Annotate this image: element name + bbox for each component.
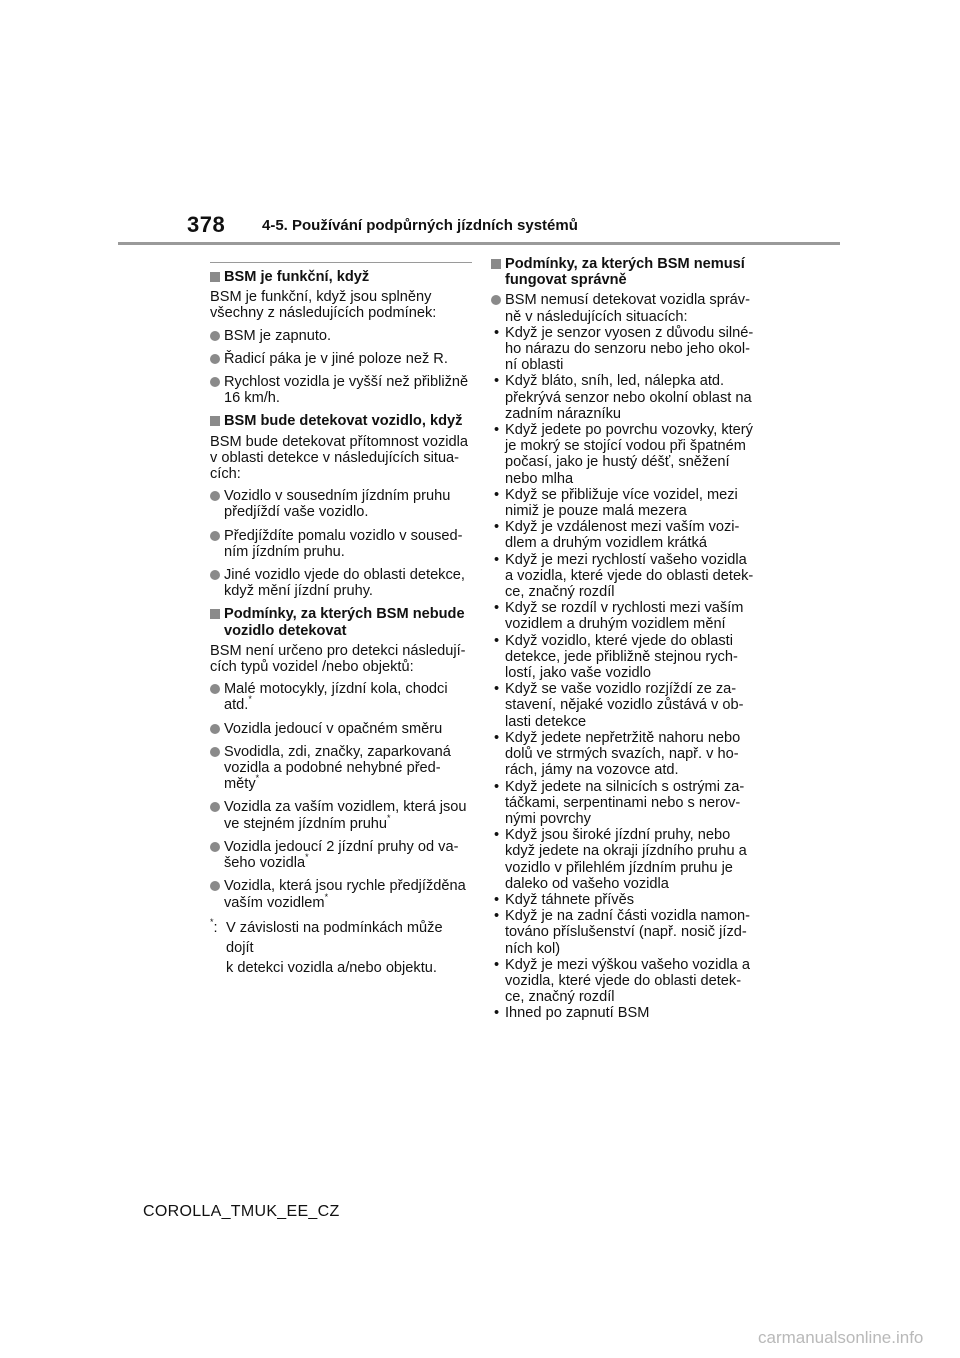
circle-bullet-icon bbox=[210, 724, 220, 734]
circle-bullet-icon bbox=[210, 377, 220, 387]
sub-list-item: • Když bláto, sníh, led, nálepka atd. překrývá senzor nebo okolní oblast na zadním nárazníku bbox=[494, 373, 752, 422]
square-bullet-icon bbox=[491, 259, 501, 269]
document-code: COROLLA_TMUK_EE_CZ bbox=[143, 1203, 340, 1220]
sub-list-item: • Když je vzdálenost mezi vaším vozi-dlem a druhým vozidlem krátká bbox=[494, 519, 740, 552]
section-heading-bsm-may-fail: Podmínky, za kterých BSM nemusí fungovat správně bbox=[491, 256, 756, 288]
sub-list-item: • Když jedete na silnicích s ostrými za-táčkami, serpentinami nebo s nerov-nými povrchy bbox=[494, 778, 745, 827]
circle-bullet-icon bbox=[210, 570, 220, 580]
circle-bullet-icon bbox=[210, 354, 220, 364]
bullet-icon: • bbox=[494, 1005, 500, 1022]
sub-list-item: • Když jsou široké jízdní pruhy, nebo když jedete na okraji jízdního pruhu a vozidlo v přilehlém jízdním pruhu je daleko od vašeho vozidla bbox=[494, 827, 747, 892]
circle-bullet-icon bbox=[210, 331, 220, 341]
sub-list-item: • Když je senzor vyosen z důvodu silné-ho nárazu do senzoru nebo jeho okol-ní oblasti bbox=[494, 324, 754, 374]
bullet-icon: • bbox=[494, 600, 500, 617]
sub-list bbox=[491, 325, 756, 1022]
list-item: Jiné vozidlo vjede do oblasti detekce, když mění jízdní pruhy. bbox=[210, 567, 472, 599]
sub-list-item: • Když je na zadní části vozidla namon-továno příslušenství (např. nosič jízd-ních kol) bbox=[494, 908, 750, 957]
list-item: BSM je zapnuto. bbox=[210, 328, 472, 344]
square-bullet-icon bbox=[210, 609, 220, 619]
sub-list-item: • Když se vaše vozidlo rozjíždí ze za-stavení, nějaké vozidlo zůstává v ob-lasti detekce bbox=[494, 681, 744, 730]
list-item: BSM nemusí detekovat vozidla správ-ně v následujících situacích: bbox=[491, 292, 756, 324]
list-item: Rychlost vozidla je vyšší než přibližně 16 km/h. bbox=[210, 374, 472, 406]
page-number: 378 bbox=[187, 212, 226, 237]
bullet-icon: • bbox=[494, 324, 500, 341]
circle-bullet-icon bbox=[210, 881, 220, 891]
footnote-line: k detekci vozidla a/nebo objektu. bbox=[226, 959, 437, 976]
header-divider bbox=[118, 242, 840, 245]
list-item: Vozidla jedoucí v opačném směru bbox=[210, 721, 472, 737]
footnote-marker: * bbox=[387, 812, 391, 823]
sub-list-item: • Když je mezi rychlostí vašeho vozidla a vozidla, které vjede do oblasti detek-ce, značný rozdíl bbox=[494, 551, 754, 601]
sub-list-item: • Když jedete nepřetržitě nahoru nebo dolů ve strmých svazích, např. v ho-rách, jámy na vozovce atd. bbox=[494, 729, 741, 779]
circle-bullet-icon bbox=[210, 747, 220, 757]
bullet-icon: • bbox=[494, 551, 500, 568]
bullet-icon: • bbox=[494, 891, 500, 908]
section-heading-bsm-not-detect: Podmínky, za kterých BSM nebude vozidlo detekovat bbox=[210, 606, 472, 638]
list-item: Svodidla, zdi, značky, zaparkovaná vozidla a podobné nehybné před-měty* bbox=[210, 744, 472, 793]
footnote-line: V závislosti na podmínkách může dojít bbox=[226, 919, 443, 956]
bullet-icon: • bbox=[494, 632, 500, 649]
footnote-marker: * bbox=[324, 891, 329, 902]
sub-list-item: • Když se přibližuje více vozidel, mezi nimiž je pouze malá mezera bbox=[494, 486, 738, 520]
circle-bullet-icon bbox=[210, 491, 220, 501]
bullet-icon: • bbox=[494, 373, 500, 390]
circle-bullet-icon bbox=[491, 295, 501, 305]
sub-list-item: • Když táhnete přívěs bbox=[494, 891, 634, 908]
page-header bbox=[0, 0, 960, 250]
footnote bbox=[210, 918, 472, 978]
bullet-icon: • bbox=[494, 486, 500, 503]
column-divider bbox=[210, 262, 472, 263]
paragraph: BSM bude detekovat přítomnost vozidla v oblasti detekce v následujících situa-cích: bbox=[210, 433, 468, 483]
sub-list-item: • Když vozidlo, které vjede do oblasti detekce, jede přibližně stejnou rych-lostí, jako vaše vozidlo bbox=[494, 632, 738, 682]
right-column bbox=[491, 256, 756, 1022]
circle-bullet-icon bbox=[210, 531, 220, 541]
section-title: 4-5. Používání podpůrných jízdních systémů bbox=[262, 217, 578, 234]
list-item: Vozidla, která jsou rychle předjížděna vaším vozidlem* bbox=[210, 878, 472, 910]
list-item: Malé motocykly, jízdní kola, chodci atd.* bbox=[210, 681, 472, 713]
list-item: Vozidlo v sousedním jízdním pruhu předjíždí vaše vozidlo. bbox=[210, 488, 472, 520]
bullet-icon: • bbox=[494, 827, 500, 844]
circle-bullet-icon bbox=[210, 842, 220, 852]
footnote-marker: * bbox=[305, 852, 309, 863]
bullet-icon: • bbox=[494, 681, 500, 698]
section-heading-bsm-active: BSM je funkční, když bbox=[210, 269, 472, 285]
list-item: Předjíždíte pomalu vozidlo v soused-ním jízdním pruhu. bbox=[210, 528, 472, 560]
sub-list-item: • Ihned po zapnutí BSM bbox=[494, 1005, 650, 1022]
bullet-icon: • bbox=[494, 519, 500, 536]
paragraph: BSM je funkční, když jsou splněny všechny z následujících podmínek: bbox=[210, 289, 437, 322]
sub-list-item: • Když se rozdíl v rychlosti mezi vaším vozidlem a druhým vozidlem mění bbox=[494, 600, 744, 633]
left-column bbox=[210, 262, 472, 978]
circle-bullet-icon bbox=[210, 684, 220, 694]
circle-bullet-icon bbox=[210, 802, 220, 812]
footnote-marker: * bbox=[255, 773, 260, 784]
bullet-icon: • bbox=[494, 956, 500, 973]
list-item: Vozidla za vaším vozidlem, která jsou ve stejném jízdním pruhu* bbox=[210, 799, 472, 831]
list-item: Vozidla jedoucí 2 jízdní pruhy od va-šeho vozidla* bbox=[210, 839, 472, 871]
section-heading-bsm-detects: BSM bude detekovat vozidlo, když bbox=[210, 413, 472, 429]
sub-list-item: • Když jedete po povrchu vozovky, který je mokrý se stojící vodou při špatném počasí, jako je hustý déšť, sněžení nebo mlha bbox=[494, 422, 753, 487]
bullet-icon: • bbox=[494, 778, 500, 795]
sub-list-item: • Když je mezi výškou vašeho vozidla a vozidla, které vjede do oblasti detek-ce, značný rozdíl bbox=[494, 956, 750, 1006]
list-item: Řadicí páka je v jiné poloze než R. bbox=[210, 351, 472, 367]
paragraph: BSM není určeno pro detekci následují-cích typů vozidel /nebo objektů: bbox=[210, 642, 466, 676]
bullet-icon: • bbox=[494, 908, 500, 925]
bullet-icon: • bbox=[494, 422, 500, 439]
site-watermark: carmanualsonline.info bbox=[758, 1328, 924, 1347]
footnote-label: *: bbox=[210, 916, 218, 936]
bullet-icon: • bbox=[494, 729, 500, 746]
footnote-marker: * bbox=[248, 694, 252, 705]
square-bullet-icon bbox=[210, 272, 220, 282]
square-bullet-icon bbox=[210, 416, 220, 426]
